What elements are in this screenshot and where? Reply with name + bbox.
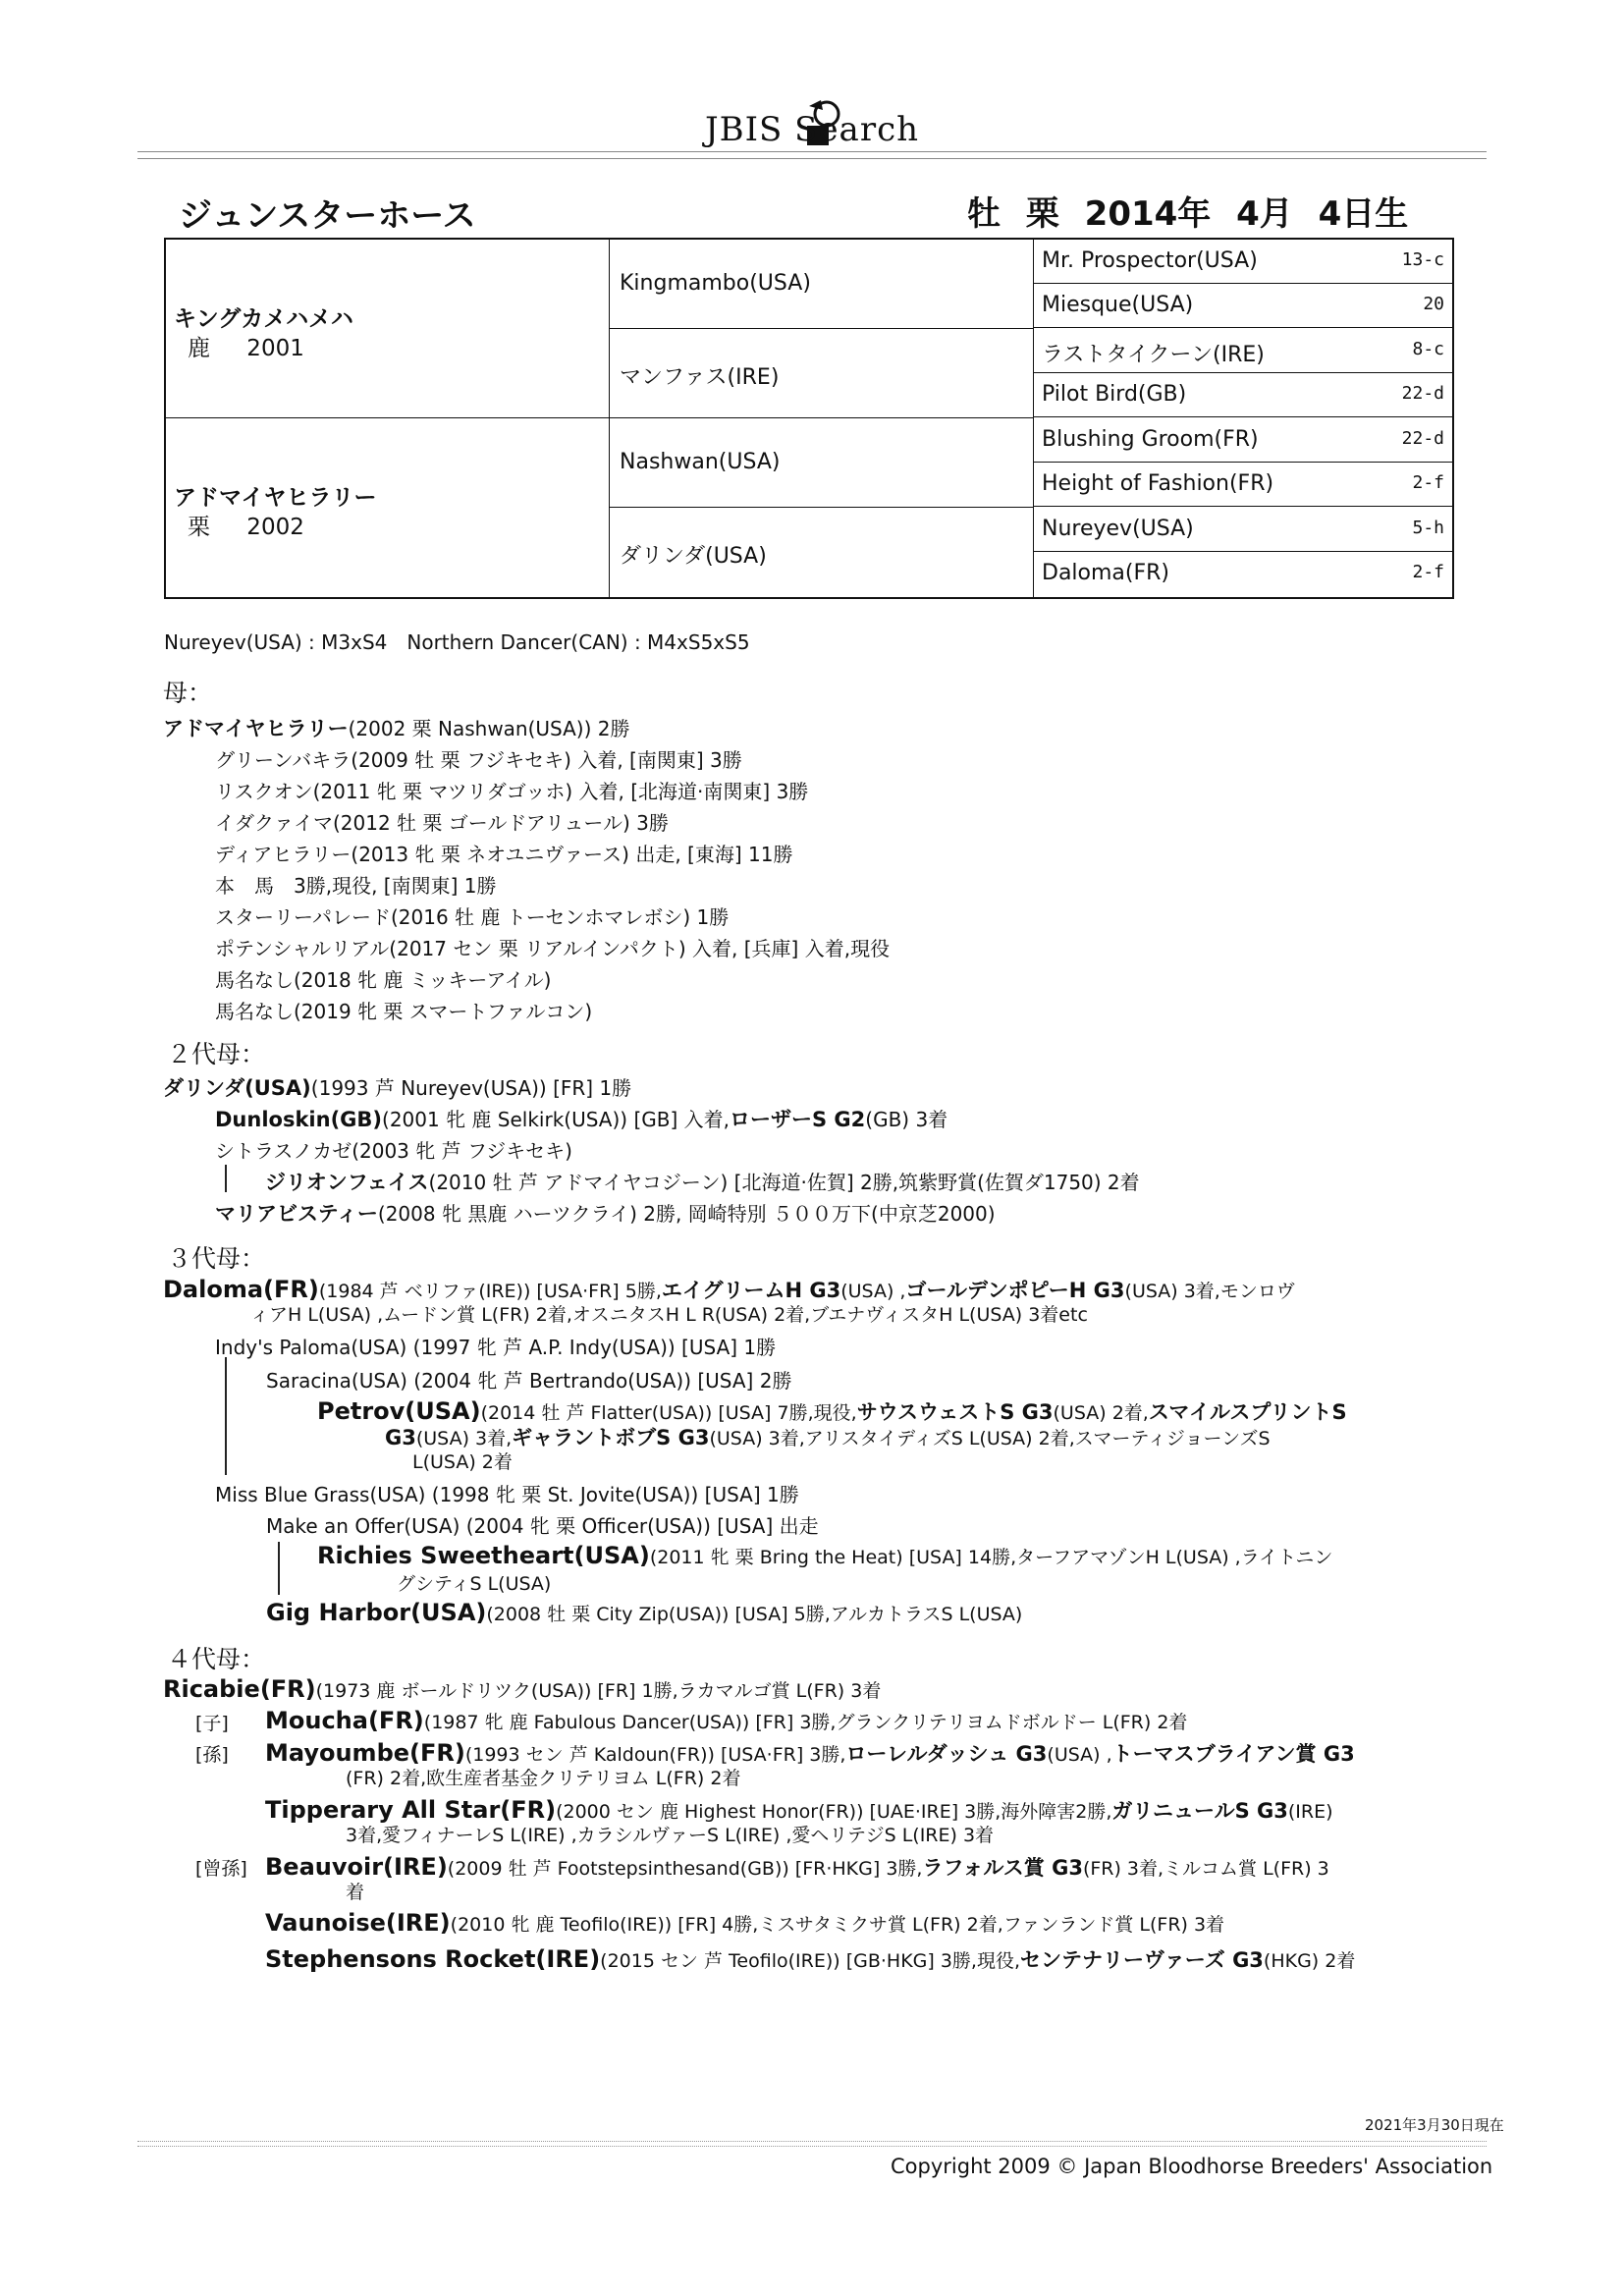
descendant-detail: (FR) 3着,ミルコム賞 L(FR) 3 [1082, 1858, 1329, 1880]
descendant-detail: (1993 セン 芦 Kaldoun(FR)) [USA·FR] 3勝, [464, 1744, 846, 1766]
descendant-detail: (USA) 3着,アリスタイディズS L(USA) 2着,スマーティジョーンズS [709, 1428, 1271, 1449]
relation-tag: [孫] [195, 1744, 229, 1766]
gen2-name: マンファス(IRE) [620, 365, 780, 390]
gen3-name: Miesque(USA) [1042, 293, 1194, 317]
descendant-entry-cont: 3着,愛フィナーレS L(IRE) ,カラシルヴァーS L(IRE) ,愛ヘリテジS L(IRE) 3着 [346, 1825, 995, 1846]
graded-race: ローレルダッシュ G3 [845, 1742, 1048, 1766]
family-number: 5-h [1412, 518, 1444, 538]
dam-entry [163, 713, 630, 742]
fourth-dam-entry [163, 1675, 881, 1703]
descendant-name: Richies Sweetheart(USA) [317, 1542, 650, 1569]
dam-entry-name: アドマイヤヒラリー [163, 717, 349, 740]
family-number: 20 [1423, 294, 1444, 314]
offspring-item: スターリーパレード(2016 牡 鹿 トーセンホマレボシ) 1勝 [215, 905, 730, 929]
pedigree-gen3 [1034, 508, 1452, 552]
horse-name: ジュンスターホース [179, 196, 476, 236]
descendant-name: Gig Harbor(USA) [266, 1599, 487, 1626]
descendant-detail: (USA) 3着, [415, 1428, 513, 1449]
descendant-detail: (2015 セン 芦 Teofilo(IRE)) [GB·HKG] 3勝,現役, [600, 1950, 1021, 1972]
descendant-detail: (2010 牡 芦 アドマイヤコジーン) [北海道·佐賀] 2勝,筑紫野賞(佐賀ダ1750) 2着 [428, 1171, 1140, 1194]
pedigree-dam [166, 418, 610, 597]
descendant-name: Mayoumbe(FR) [265, 1739, 465, 1767]
descendant-name: Moucha(FR) [265, 1707, 424, 1734]
descendant-name: Petrov(USA) [317, 1397, 481, 1425]
family-number: 2-f [1412, 472, 1444, 493]
pedigree-gen3 [1034, 329, 1452, 373]
section-heading-4th-dam: ４代母： [167, 1645, 266, 1673]
footer-divider [137, 2141, 1487, 2147]
graded-race: ラフォルス賞 G3 [922, 1856, 1083, 1880]
offspring-item: 馬名なし(2018 牝 鹿 ミッキーアイル) [215, 968, 552, 992]
relation-tag: [曾孫] [195, 1858, 247, 1880]
logo-text: JBIS Search [705, 110, 920, 149]
gen3-name: Blushing Groom(FR) [1042, 427, 1259, 452]
family-number: 8-c [1412, 339, 1444, 359]
third-dam-name: Daloma(FR) [163, 1276, 319, 1303]
gen3-name: Nureyev(USA) [1042, 517, 1194, 541]
section-heading-dam: 母： [163, 679, 213, 707]
descendant-name: Stephensons Rocket(IRE) [265, 1945, 601, 1973]
graded-race: スマイルスプリントS [1148, 1400, 1347, 1424]
granddam-entry [163, 1072, 631, 1102]
as-of-date: 2021年3月30日現在 [1365, 2116, 1504, 2134]
offspring-item: ディアヒラリー(2013 牝 栗 ネオユニヴァース) 出走, [東海] 11勝 [215, 843, 793, 866]
lineage-bar [225, 1165, 227, 1192]
descendant-detail: (2008 牡 栗 City Zip(USA)) [USA] 5勝,アルカトラスS L(USA) [486, 1604, 1023, 1625]
family-number: 2-f [1412, 562, 1444, 582]
pedigree-gen2 [610, 240, 1034, 329]
family-number: 22-d [1401, 383, 1444, 404]
horse-info: 牡 栗 2014年 4月 4日生 [967, 194, 1409, 234]
descendant-entry-cont [385, 1422, 1271, 1451]
third-dam-detail: (USA) 3着,モンロヴ [1124, 1281, 1295, 1302]
third-dam-detail-cont: ィアH L(USA) ,ムードン賞 L(FR) 2着,オスニタスH L R(USA) 2着,ブエナヴィスタH L(USA) 3着etc [250, 1304, 1088, 1326]
pedigree-sire [166, 240, 610, 418]
graded-race: センテナリーヴァーズ G3 [1020, 1948, 1264, 1972]
third-dam-detail: (USA) , [840, 1281, 906, 1302]
descendant-detail: (2014 牡 芦 Flatter(USA)) [USA] 7勝,現役, [480, 1402, 857, 1424]
descendant-entry-cont: L(USA) 2着 [412, 1451, 513, 1473]
descendant-detail: (2009 牡 芦 Footstepsinthesand(GB)) [FR·HKG] 3勝, [447, 1858, 923, 1880]
relation-tag: [子] [195, 1713, 229, 1734]
offspring-item: イダクァイマ(2012 牡 栗 ゴールドアリュール) 3勝 [215, 811, 669, 835]
graded-race: サウスウェストS G3 [856, 1400, 1054, 1424]
descendant-entry: Miss Blue Grass(USA) (1998 牝 栗 St. Jovite(USA)) [USA] 1勝 [215, 1483, 799, 1506]
descendant-entry: Saracina(USA) (2004 牝 芦 Bertrando(USA)) [USA] 2勝 [266, 1369, 792, 1393]
header-divider [137, 151, 1487, 159]
family-number: 22-d [1401, 428, 1444, 449]
descendant-name: ジリオンフェイス [265, 1171, 429, 1194]
offspring-item: 本 馬 3勝,現役, [南関東] 1勝 [215, 874, 497, 898]
pedigree-gen3 [1034, 552, 1452, 596]
graded-race: ローザーS G2 [729, 1108, 866, 1131]
descendant-name: マリアビスティー [215, 1202, 378, 1226]
inbreeding-note: Nureyev(USA) : M3xS4 Northern Dancer(CAN) : M4xS5xS5 [164, 630, 750, 654]
offspring-item: ポテンシャルリアル(2017 セン 栗 リアルインパクト) 入着, [兵庫] 入着,現役 [215, 937, 891, 960]
descendant-entry [265, 1167, 1140, 1196]
dam-entry-detail: (2002 栗 Nashwan(USA)) 2勝 [348, 717, 630, 740]
offspring-item: 馬名なし(2019 牝 栗 スマートファルコン) [215, 1000, 593, 1023]
graded-race: G3 [385, 1426, 416, 1449]
gen2-name: Kingmambo(USA) [620, 271, 811, 296]
section-heading-3rd-dam: ３代母： [167, 1244, 266, 1273]
descendant-entry [265, 1944, 1355, 1974]
pedigree-gen3 [1034, 463, 1452, 507]
sire-name: キングカメハメハ [174, 306, 353, 332]
gen3-name: Height of Fashion(FR) [1042, 471, 1274, 496]
pedigree-gen2 [610, 418, 1034, 508]
offspring-item: グリーンバキラ(2009 牡 栗 フジキセキ) 入着, [南関東] 3勝 [215, 748, 742, 772]
descendant-entry [215, 1198, 996, 1228]
descendant-name: Beauvoir(IRE) [265, 1853, 448, 1881]
gen3-name: Pilot Bird(GB) [1042, 382, 1187, 407]
fourth-dam-name: Ricabie(FR) [163, 1675, 316, 1703]
granddam-detail: (1993 芦 Nureyev(USA)) [FR] 1勝 [310, 1076, 632, 1100]
pedigree-table [164, 238, 1454, 599]
third-dam-detail: (1984 芦 ベリファ(IRE)) [USA·FR] 5勝, [318, 1281, 662, 1302]
offspring-item: リスクオン(2011 牝 栗 マツリダゴッホ) 入着, [北海道·南関東] 3勝 [215, 780, 809, 803]
gen3-name: Mr. Prospector(USA) [1042, 248, 1258, 273]
family-number: 13-c [1401, 249, 1444, 270]
gen2-name: ダリンダ(USA) [620, 544, 767, 569]
descendant-detail: (HKG) 2着 [1263, 1950, 1356, 1972]
gen3-name: ラストタイクーン(IRE) [1042, 343, 1265, 367]
pedigree-gen3 [1034, 284, 1452, 328]
descendant-entry [266, 1599, 1022, 1626]
graded-race: ゴールデンポピーH G3 [905, 1279, 1125, 1302]
graded-race: トーマスブライアン賞 G3 [1111, 1742, 1355, 1766]
copyright: Copyright 2009 © Japan Bloodhorse Breeders' Association [891, 2155, 1493, 2178]
dam-name: アドマイヤヒラリー [174, 485, 377, 511]
pedigree-gen2 [610, 508, 1034, 597]
pedigree-gen2 [610, 329, 1034, 418]
section-heading-granddam: ２代母： [167, 1040, 266, 1068]
descendant-detail: (2000 セン 鹿 Highest Honor(FR)) [UAE·IRE] 3勝,海外障害2勝, [556, 1801, 1112, 1823]
dam-detail: 栗 2002 [188, 515, 304, 540]
lineage-bar [225, 1357, 227, 1475]
gen2-name: Nashwan(USA) [620, 450, 781, 474]
descendant-entry [215, 1104, 947, 1133]
pedigree-gen3 [1034, 418, 1452, 463]
descendant-detail: (IRE) [1287, 1801, 1333, 1823]
graded-race: エイグリームH G3 [661, 1279, 841, 1302]
descendant-entry-cont: グシティS L(USA) [397, 1573, 552, 1595]
descendant-entry [265, 1707, 1187, 1734]
granddam-name: ダリンダ(USA) [163, 1076, 311, 1100]
descendant-entry: Make an Offer(USA) (2004 牝 栗 Officer(USA)) [USA] 出走 [266, 1514, 819, 1538]
descendant-name: Vaunoise(IRE) [265, 1909, 451, 1937]
descendant-detail: (1987 牝 鹿 Fabulous Dancer(USA)) [FR] 3勝,グランクリテリヨムドボルドー L(FR) 2着 [423, 1712, 1188, 1733]
descendant-entry: Indy's Paloma(USA) (1997 牝 芦 A.P. Indy(USA)) [USA] 1勝 [215, 1336, 777, 1359]
gen3-name: Daloma(FR) [1042, 561, 1170, 585]
pedigree-gen3 [1034, 373, 1452, 417]
descendant-detail: (2010 牝 鹿 Teofilo(IRE)) [FR] 4勝,ミスサタミクサ賞 L(FR) 2着,ファンランド賞 L(FR) 3着 [450, 1914, 1225, 1936]
jbis-logo [699, 96, 954, 153]
descendant-detail: (USA) 2着, [1053, 1402, 1149, 1424]
descendant-entry [317, 1542, 1332, 1569]
graded-race: ガリニュールS G3 [1111, 1799, 1288, 1823]
lineage-bar [278, 1542, 280, 1595]
fourth-dam-detail: (1973 鹿 ボールドリツク(USA)) [FR] 1勝,ラカマルゴ賞 L(FR) 3着 [315, 1680, 882, 1702]
descendant-entry-cont: (FR) 2着,欧生産者基金クリテリヨム L(FR) 2着 [346, 1768, 741, 1789]
descendant-detail: (2011 牝 栗 Bring the Heat) [USA] 14勝,ターフアマゾンH L(USA) ,ライトニン [649, 1547, 1333, 1568]
descendant-detail: (2008 牝 黒鹿 ハーツクライ) 2勝, 岡崎特別 ５００万下(中京芝2000) [377, 1202, 996, 1226]
descendant-name: Dunloskin(GB) [215, 1108, 383, 1131]
descendant-entry: シトラスノカゼ(2003 牝 芦 フジキセキ) [215, 1139, 572, 1163]
descendant-entry [265, 1909, 1224, 1937]
descendant-detail: (USA) , [1047, 1744, 1112, 1766]
descendant-entry-cont: 着 [346, 1882, 365, 1903]
descendant-name: Tipperary All Star(FR) [265, 1796, 557, 1824]
pedigree-gen3 [1034, 240, 1452, 284]
descendant-entry [265, 1852, 1329, 1882]
sire-detail: 鹿 2001 [188, 336, 304, 361]
descendant-detail: (GB) 3着 [865, 1108, 948, 1131]
descendant-detail: (2001 牝 鹿 Selkirk(USA)) [GB] 入着, [382, 1108, 730, 1131]
graded-race: ギャラントボブS G3 [512, 1426, 710, 1449]
